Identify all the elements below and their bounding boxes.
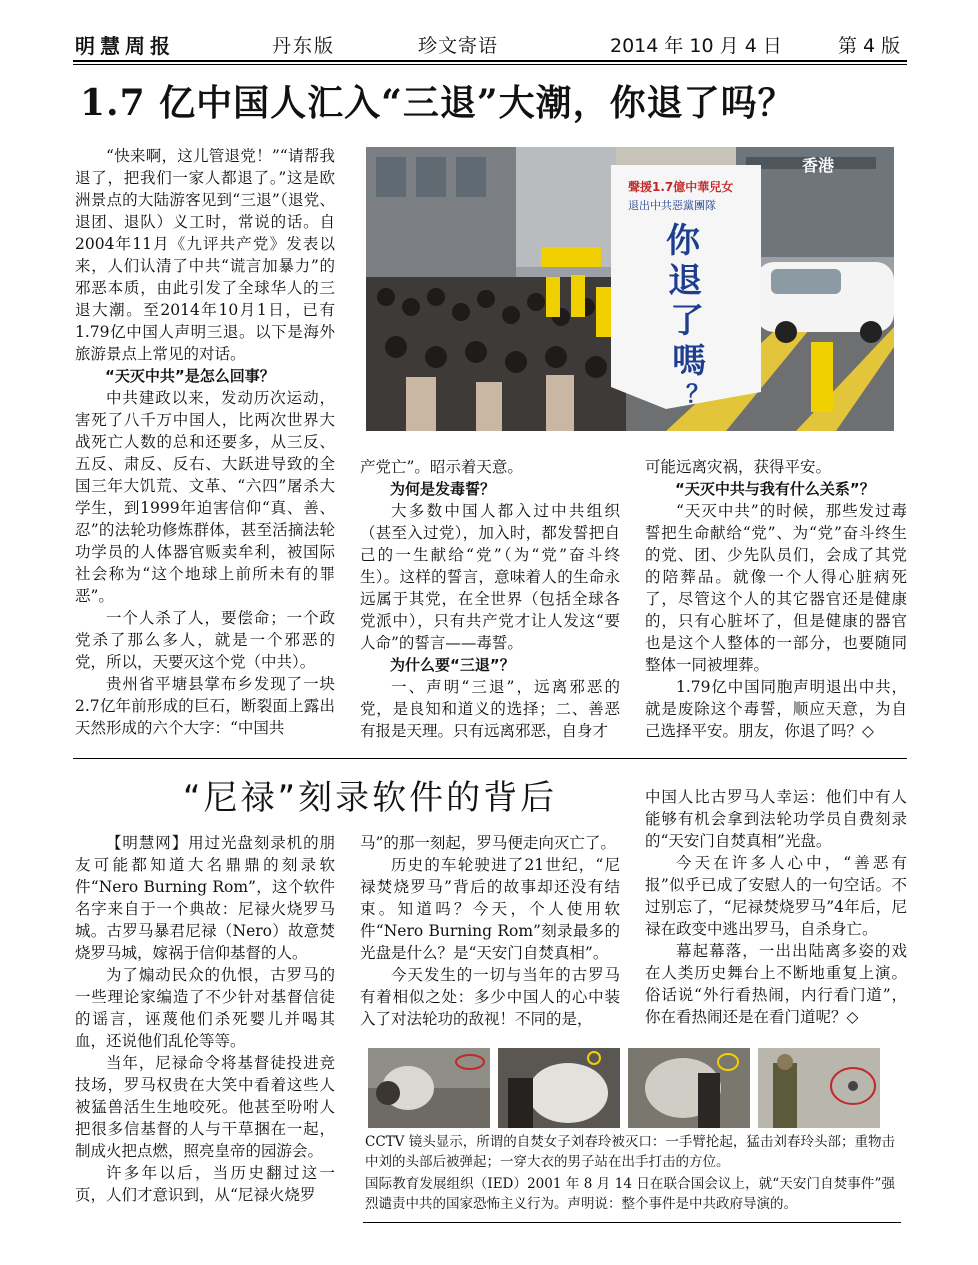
subheading: “天灭中共与我有什么关系”？ bbox=[675, 480, 875, 498]
article1-headline: 1.7 亿中国人汇入“三退”大潮，你退了吗？ bbox=[80, 82, 795, 124]
paragraph: 为了煽动民众的仇恨，古罗马的一些理论家编造了不少针对基督信徒的谣言，诬蔑他们杀死婴儿并喝其血，还说他们乱伦等等。 bbox=[75, 966, 335, 1050]
caption-line-2: 国际教育发展组织（IED）2001 年 8 月 14 日在联合国会议上，就“天安门自焚事件”强烈谴责中共的国家恐怖主义行为。声明说：整个事件是中共政府导演的。 bbox=[365, 1176, 895, 1212]
masthead-rule-thin bbox=[73, 64, 907, 65]
paragraph: 一个人杀了人，要偿命；一个政党杀了那么多人，就是一个邪恶的党，所以，天要灭这个党（中共）。 bbox=[75, 609, 335, 671]
paragraph: 一、声明“三退”，远离邪恶的党，是良知和道义的选择；二、善恶有报是天理。只有远离邪恶，自身才 bbox=[360, 678, 620, 740]
paragraph: “快来啊，这儿管退党！”“请帮我退了，把我们一家人都退了。”这是欧洲景点的大陆游客见到“三退”（退党、退团、退队）义工时，常说的话。自2004年11月《九评共产党》发表以来，人们认清了中共“谎言加暴力”的邪恶本质，由此引发了全球华人的三退大潮。至2014年10月1日，已有1.79亿中国人声明三退。以下是海外旅游景点上常见的对话。 bbox=[75, 147, 335, 363]
cctv-still-1 bbox=[368, 1048, 490, 1128]
subheading: 为何是发毒誓？ bbox=[390, 480, 496, 498]
article-divider bbox=[73, 758, 907, 759]
photo-location-label: 香港 bbox=[802, 156, 835, 175]
paragraph: 大多数中国人都入过中共组织（甚至入过党），加入时，都发誓把自己的一生献给“党”（为“党”奋斗终生）。这样的誓言，意味着人的生命永远属于其党，在全世界（包括全球各党派中），只有共产党才让人发这“要人命”的誓言——毒誓。 bbox=[360, 502, 620, 652]
paragraph: 许多年以后，当历史翻过这一页，人们才意识到，从“尼禄火烧罗 bbox=[75, 1164, 335, 1204]
banner-top-text: 聲援1.7億中華兒女 bbox=[628, 180, 734, 194]
article2-column-2 bbox=[360, 832, 620, 1030]
masthead-rule-thick bbox=[73, 60, 907, 62]
article1-photo bbox=[366, 147, 894, 431]
page-number: 第 4 版 bbox=[838, 35, 901, 57]
paragraph: 当年，尼禄命令将基督徒投进竞技场，罗马权贵在大笑中看着这些人被猛兽活生生地咬死。他甚至吩咐人把很多信基督的人与干草捆在一起，制成火把点燃，照亮皇帝的园游会。 bbox=[75, 1054, 335, 1160]
paragraph: 【明慧网】用过光盘刻录机的朋友可能都知道大名鼎鼎的刻录软件“Nero Burning Rom”，这个软件名字来自于一个典故：尼禄火烧罗马城。古罗马暴君尼禄（Nero）故意焚烧罗马城，嫁祸于信仰基督的人。 bbox=[75, 834, 335, 962]
paragraph: 幕起幕落，一出出陆离多姿的戏在人类历史舞台上不断地重复上演。俗话说“外行看热闹，内行看门道”，你在看热闹还是在看门道呢？◇ bbox=[645, 942, 907, 1026]
banner-char-2: 退 bbox=[668, 261, 702, 301]
paragraph: 产党亡”。昭示着天意。 bbox=[360, 458, 523, 476]
paragraph: 今天发生的一切与当年的古罗马有着相似之处：多少中国人的心中装入了对法轮功的敌视！不同的是， bbox=[360, 966, 620, 1028]
cctv-still-3 bbox=[628, 1048, 750, 1128]
article1-column-2 bbox=[360, 456, 620, 742]
subheading: “天灭中共”是怎么回事？ bbox=[105, 367, 275, 385]
article1-column-1 bbox=[75, 145, 335, 739]
paragraph: 中共建政以来，发动历次运动，害死了八千万中国人，比两次世界大战死亡人数的总和还要多，从三反、五反、肃反、反右、大跃进导致的全国三年大饥荒、文革、“六四”屠杀大学生，到1999年迫害信仰“真、善、忍”的法轮功修炼群体，甚至活摘法轮功学员的人体器官贩卖牟利，被国际社会称为“这个地球上前所未有的罪恶”。 bbox=[75, 389, 335, 605]
paragraph: 今天在许多人心中，“善恶有报”似乎已成了安慰人的一句空话。不过别忘了，“尼禄焚烧罗马”4年后，尼禄在政变中逃出罗马，自杀身亡。 bbox=[645, 854, 907, 938]
article2-headline: “尼禄”刻录软件的背后 bbox=[182, 778, 558, 818]
caption-rule bbox=[363, 1222, 901, 1223]
photo-caption bbox=[365, 1132, 895, 1214]
banner-char-1: 你 bbox=[666, 221, 700, 261]
banner-char-5: ？ bbox=[686, 380, 710, 408]
article1-column-3 bbox=[645, 456, 907, 742]
banner-sub-text: 退出中共惡黨團隊 bbox=[628, 199, 716, 212]
paragraph: 可能远离灾祸，获得平安。 bbox=[645, 458, 832, 476]
issue-date: 2014 年 10 月 4 日 bbox=[610, 35, 782, 57]
banner-char-3: 了 bbox=[670, 301, 704, 341]
article2-column-3 bbox=[645, 786, 907, 1028]
paragraph: 1.79亿中国同胞声明退出中共，就是废除这个毒誓，顺应天意，为自己选择平安。朋友，你退了吗？◇ bbox=[645, 678, 907, 740]
paragraph: 中国人比古罗马人幸运：他们中有人能够有机会拿到法轮功学员自费刻录的“天安门自焚真相”光盘。 bbox=[645, 788, 907, 850]
paragraph: 历史的车轮驶进了21世纪，“尼禄焚烧罗马”背后的故事却还没有结束。知道吗？今天，个人使用软件“Nero Burning Rom”刻录最多的光盘是什么？是“天安门自焚真相”。 bbox=[360, 856, 620, 962]
paragraph: 马”的那一刻起，罗马便走向灭亡了。 bbox=[360, 834, 616, 852]
cctv-still-4 bbox=[758, 1048, 880, 1128]
banner-char-4: 嗎 bbox=[672, 341, 706, 381]
newspaper-name: 明慧周报 bbox=[75, 34, 175, 58]
caption-line-1: CCTV 镜头显示，所谓的自焚女子刘春玲被灭口：一手臂抡起，猛击刘春玲头部；重物击中刘的头部后被弹起；一穿大衣的男子站在出手打击的方位。 bbox=[365, 1134, 895, 1170]
paragraph: 贵州省平塘县掌布乡发现了一块2.7亿年前形成的巨石，断裂面上露出天然形成的六个大字：“中国共 bbox=[75, 675, 335, 737]
column-label: 珍文寄语 bbox=[418, 35, 499, 57]
cctv-still-2 bbox=[498, 1048, 620, 1128]
edition-label: 丹东版 bbox=[272, 35, 336, 57]
subheading: 为什么要“三退”？ bbox=[390, 656, 515, 674]
paragraph: “天灭中共”的时候，那些发过毒誓把生命献给“党”、为“党”奋斗终生的党、团、少先队员们，会成了其党的陪葬品。就像一个人得心脏病死了，尽管这个人的其它器官还是健康的，只有心脏坏了，但是健康的器官也是这个人整体的一部分，也要随同整体一同被埋葬。 bbox=[645, 502, 907, 674]
article2-column-1 bbox=[75, 832, 335, 1206]
